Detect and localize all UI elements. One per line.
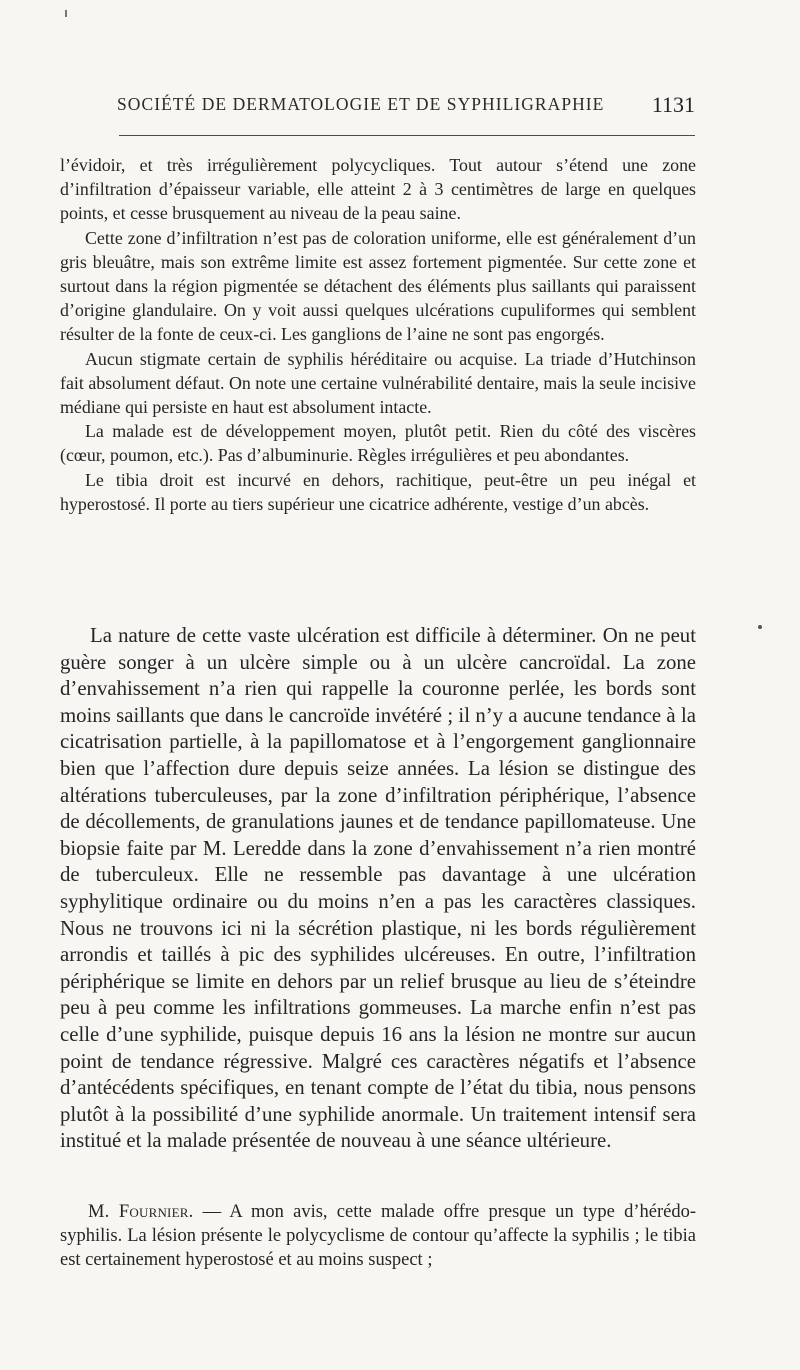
speaker-name: M. Fournier.	[88, 1202, 194, 1222]
comment-block	[60, 1200, 696, 1272]
paragraph-2: Cette zone d’infiltration n’est pas de coloration uniforme, elle est généralement d’un gris bleuâtre, mais son extrême limite est assez fortement pigmentée. Sur cette zone et surtout dans la région pigmentée se détachent des éléments plus saillants qui paraissent d’origine glandulaire. On y voit aussi quelques ulcérations cupuliformes qui semblent résulter de la fonte de ceux-ci. Les ganglions de l’aine ne sont pas engorgés.	[60, 227, 696, 345]
speaker-comment: — A mon avis, cette malade offre presque un type d’hérédo-syphilis. La lésion présente le polycyclisme de contour qu’affecte la syphilis ; le tibia est certainement hyperostosé et au moins suspect ;	[60, 1202, 697, 1270]
page-number: 1131	[651, 92, 695, 117]
page-header	[117, 92, 697, 122]
paragraph-3: Aucun stigmate certain de syphilis héréditaire ou acquise. La triade d’Hutchinson fait absolument défaut. On note une certaine vulnérabilité dentaire, mais la seule incisive médiane qui persiste en haut est absolument intacte.	[60, 348, 696, 418]
discussion-block	[60, 623, 696, 1155]
case-description	[60, 153, 696, 516]
header-rule	[119, 135, 695, 136]
paragraph-4: La malade est de développement moyen, plutôt petit. Rien du côté des viscères (cœur, poumon, etc.). Pas d’albuminurie. Règles irrégulières et peu abondantes.	[60, 421, 696, 466]
paragraph-1: l’évidoir, et très irrégulièrement polycycliques. Tout autour s’étend une zone d’infiltration d’épaisseur variable, elle atteint 2 à 3 centimètres de large en quelques points, et cesse brusquement au niveau de la peau saine.	[60, 155, 696, 224]
scan-mark	[65, 10, 67, 17]
paragraph-7	[60, 1200, 696, 1272]
paragraph-6: La nature de cette vaste ulcération est difficile à déterminer. On ne peut guère songer à un ulcère simple ou à un ulcère cancroïdal. La zone d’envahissement n’a rien qui rappelle la couronne perlée, les bords sont moins saillants que dans le cancroïde invétéré ; il n’y a aucune tendance à la cicatrisation partielle, à la papillomatose et à l’engorgement ganglionnaire bien que l’affection dure depuis seize années. La lésion se distingue des altérations tuberculeuses, par la zone d’infiltration périphérique, l’absence de décollements, de granulations jaunes et de tendance papillomateuse. Une biopsie faite par M. Leredde dans la zone d’envahissement n’a rien montré de tuberculeux. Elle ne ressemble pas davantage à une ulcération syphylitique ordinaire ou du moins n’en a pas les caractères classiques. Nous ne trouvons ici ni la sécrétion plastique, ni les bords régulièrement arrondis et taillés à pic des syphilides ulcéreuses. En outre, l’infiltration périphérique se limite en dehors par un relief brusque au lieu de s’éteindre peu à peu comme les infiltrations gommeuses. La marche enfin n’est pas celle d’une syphilide, puisque depuis 16 ans la lésion ne montre sur aucun point de tendance régressive. Malgré ces caractères négatifs et l’absence d’antécédents spécifiques, en tenant compte de l’état du tibia, nous pensons plutôt à la possibilité d’une syphilide anormale. Un traitement intensif sera institué et la malade présentée de nouveau à une séance ultérieure.	[60, 624, 696, 1153]
margin-dot	[758, 625, 762, 629]
paragraph-5: Le tibia droit est incurvé en dehors, rachitique, peut-être un peu inégal et hyperostosé. Il porte au tiers supérieur une cicatrice adhérente, vestige d’un abcès.	[60, 469, 696, 514]
running-head: SOCIÉTÉ DE DERMATOLOGIE ET DE SYPHILIGRAPHIE	[117, 94, 605, 114]
